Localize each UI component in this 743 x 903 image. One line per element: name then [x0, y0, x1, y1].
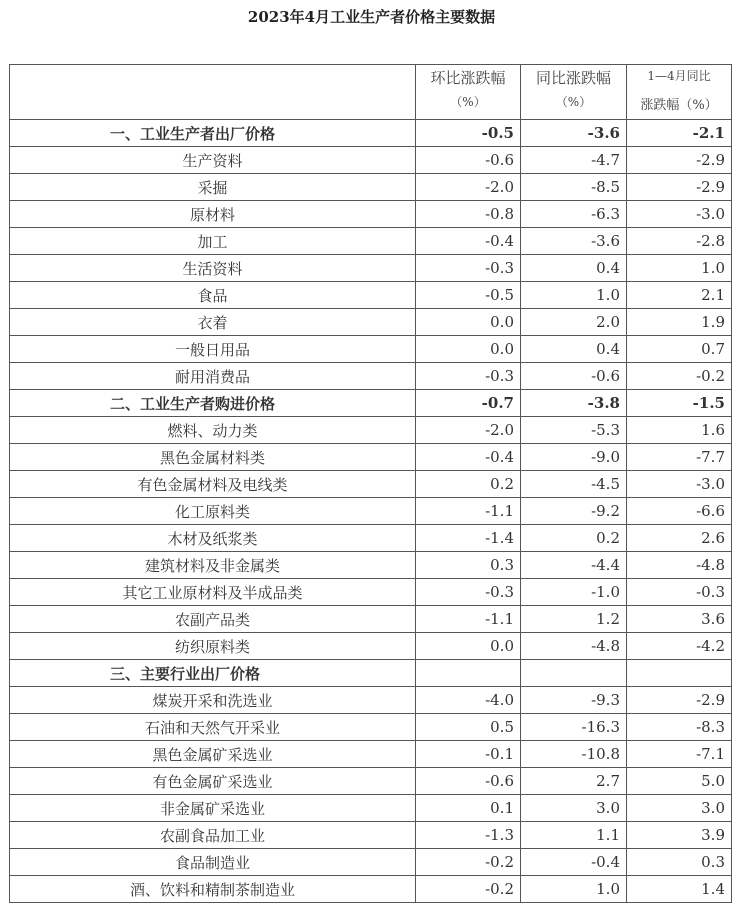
- table-row: [10, 552, 732, 579]
- cell-yoy: -0.6: [521, 363, 627, 390]
- cell-mom: 0.2: [416, 471, 521, 498]
- cell-ytd: -4.8: [627, 552, 732, 579]
- cell-ytd: -8.3: [627, 714, 732, 741]
- cell-yoy: -3.8: [521, 390, 627, 417]
- row-label: 燃料、动力类: [10, 417, 416, 444]
- section-row: [10, 120, 732, 147]
- header-mom-line2: （%）: [450, 95, 486, 109]
- cell-mom: -1.1: [416, 606, 521, 633]
- row-label: 耐用消费品: [10, 363, 416, 390]
- row-label: 农副食品加工业: [10, 822, 416, 849]
- cell-yoy: -5.3: [521, 417, 627, 444]
- cell-mom: 0.0: [416, 633, 521, 660]
- ppi-table: [9, 64, 732, 903]
- cell-mom: -0.5: [416, 282, 521, 309]
- cell-yoy: 0.2: [521, 525, 627, 552]
- table-row: [10, 606, 732, 633]
- cell-yoy: -9.2: [521, 498, 627, 525]
- cell-yoy: -8.5: [521, 174, 627, 201]
- cell-ytd: -2.1: [627, 120, 732, 147]
- table-row: [10, 876, 732, 903]
- table-row: [10, 174, 732, 201]
- cell-mom: -0.4: [416, 228, 521, 255]
- row-label: 其它工业原材料及半成品类: [10, 579, 416, 606]
- cell-mom: -0.5: [416, 120, 521, 147]
- cell-yoy: 2.7: [521, 768, 627, 795]
- cell-mom: -0.2: [416, 876, 521, 903]
- cell-mom: -0.7: [416, 390, 521, 417]
- row-label: 生活资料: [10, 255, 416, 282]
- table-row: [10, 336, 732, 363]
- header-row: [10, 65, 732, 120]
- cell-ytd: -3.0: [627, 201, 732, 228]
- row-label: 食品: [10, 282, 416, 309]
- cell-yoy: -4.7: [521, 147, 627, 174]
- table-row: [10, 282, 732, 309]
- header-yoy: [521, 65, 627, 120]
- cell-ytd: 1.9: [627, 309, 732, 336]
- cell-yoy: 2.0: [521, 309, 627, 336]
- cell-yoy: 1.0: [521, 282, 627, 309]
- cell-yoy: -4.4: [521, 552, 627, 579]
- cell-mom: 0.0: [416, 336, 521, 363]
- header-item: [10, 65, 416, 120]
- table-row: [10, 579, 732, 606]
- table-row: [10, 687, 732, 714]
- row-label: 农副产品类: [10, 606, 416, 633]
- cell-yoy: 0.4: [521, 255, 627, 282]
- cell-ytd: -2.8: [627, 228, 732, 255]
- cell-mom: 0.0: [416, 309, 521, 336]
- table-row: [10, 444, 732, 471]
- table-row: [10, 471, 732, 498]
- cell-mom: -0.8: [416, 201, 521, 228]
- cell-mom: -2.0: [416, 417, 521, 444]
- row-label: 黑色金属材料类: [10, 444, 416, 471]
- row-label: 加工: [10, 228, 416, 255]
- row-label: 有色金属材料及电线类: [10, 471, 416, 498]
- table-row: [10, 525, 732, 552]
- header-ytd: [627, 65, 732, 120]
- cell-mom: -0.6: [416, 147, 521, 174]
- cell-ytd: 0.3: [627, 849, 732, 876]
- row-label: 石油和天然气开采业: [10, 714, 416, 741]
- table-row: [10, 363, 732, 390]
- table-row: [10, 714, 732, 741]
- table-row: [10, 498, 732, 525]
- cell-ytd: -7.7: [627, 444, 732, 471]
- cell-yoy: -6.3: [521, 201, 627, 228]
- cell-mom: 0.1: [416, 795, 521, 822]
- cell-ytd: -6.6: [627, 498, 732, 525]
- cell-mom: -0.3: [416, 255, 521, 282]
- cell-ytd: -3.0: [627, 471, 732, 498]
- row-label: 原材料: [10, 201, 416, 228]
- cell-mom: -0.4: [416, 444, 521, 471]
- cell-ytd: 1.4: [627, 876, 732, 903]
- cell-yoy: 0.4: [521, 336, 627, 363]
- cell-mom: -0.1: [416, 741, 521, 768]
- cell-ytd: 1.0: [627, 255, 732, 282]
- cell-yoy: -0.4: [521, 849, 627, 876]
- row-label: 一、工业生产者出厂价格: [10, 120, 416, 147]
- row-label: 非金属矿采选业: [10, 795, 416, 822]
- cell-yoy: 1.0: [521, 876, 627, 903]
- header-yoy-line1: 同比涨跌幅: [535, 69, 611, 87]
- cell-ytd: 3.6: [627, 606, 732, 633]
- cell-ytd: -7.1: [627, 741, 732, 768]
- table-row: [10, 849, 732, 876]
- row-label: 三、主要行业出厂价格: [10, 660, 416, 687]
- header-ytd-line1: 1—4月同比: [647, 69, 711, 83]
- header-mom-line1: 环比涨跌幅: [430, 69, 506, 87]
- table-row: [10, 633, 732, 660]
- row-label: 黑色金属矿采选业: [10, 741, 416, 768]
- cell-mom: -0.3: [416, 579, 521, 606]
- cell-ytd: 3.0: [627, 795, 732, 822]
- cell-yoy: -4.5: [521, 471, 627, 498]
- cell-ytd: 0.7: [627, 336, 732, 363]
- cell-ytd: -2.9: [627, 687, 732, 714]
- cell-ytd: 2.1: [627, 282, 732, 309]
- section-row: [10, 660, 732, 687]
- row-label: 建筑材料及非金属类: [10, 552, 416, 579]
- row-label: 木材及纸浆类: [10, 525, 416, 552]
- header-yoy-line2: （%）: [555, 95, 592, 109]
- cell-mom: -1.1: [416, 498, 521, 525]
- cell-yoy: -16.3: [521, 714, 627, 741]
- table-row: [10, 741, 732, 768]
- row-label: 采掘: [10, 174, 416, 201]
- header-ytd-line2: 涨跌幅（%）: [640, 98, 718, 113]
- table-row: [10, 255, 732, 282]
- cell-mom: -4.0: [416, 687, 521, 714]
- cell-mom: -0.3: [416, 363, 521, 390]
- page-title: 2023年4月工业生产者价格主要数据: [247, 8, 496, 26]
- table-row: [10, 309, 732, 336]
- cell-yoy: -10.8: [521, 741, 627, 768]
- cell-yoy: 1.2: [521, 606, 627, 633]
- cell-mom: 0.3: [416, 552, 521, 579]
- cell-yoy: -3.6: [521, 120, 627, 147]
- cell-yoy: 3.0: [521, 795, 627, 822]
- cell-ytd: [627, 660, 732, 687]
- row-label: 二、工业生产者购进价格: [10, 390, 416, 417]
- cell-mom: 0.5: [416, 714, 521, 741]
- header-mom: [416, 65, 521, 120]
- cell-ytd: -2.9: [627, 174, 732, 201]
- row-label: 煤炭开采和洗选业: [10, 687, 416, 714]
- table-row: [10, 768, 732, 795]
- cell-mom: -0.6: [416, 768, 521, 795]
- cell-yoy: -4.8: [521, 633, 627, 660]
- cell-ytd: -0.3: [627, 579, 732, 606]
- section-row: [10, 390, 732, 417]
- cell-ytd: -2.9: [627, 147, 732, 174]
- row-label: 衣着: [10, 309, 416, 336]
- cell-ytd: -1.5: [627, 390, 732, 417]
- table-row: [10, 228, 732, 255]
- cell-ytd: -4.2: [627, 633, 732, 660]
- cell-ytd: 3.9: [627, 822, 732, 849]
- table-row: [10, 795, 732, 822]
- cell-yoy: -9.3: [521, 687, 627, 714]
- cell-yoy: -3.6: [521, 228, 627, 255]
- cell-ytd: 5.0: [627, 768, 732, 795]
- table-row: [10, 147, 732, 174]
- row-label: 一般日用品: [10, 336, 416, 363]
- cell-mom: [416, 660, 521, 687]
- table-row: [10, 201, 732, 228]
- cell-yoy: [521, 660, 627, 687]
- row-label: 纺织原料类: [10, 633, 416, 660]
- cell-ytd: -0.2: [627, 363, 732, 390]
- row-label: 食品制造业: [10, 849, 416, 876]
- cell-yoy: -1.0: [521, 579, 627, 606]
- cell-yoy: -9.0: [521, 444, 627, 471]
- cell-ytd: 2.6: [627, 525, 732, 552]
- cell-mom: -1.4: [416, 525, 521, 552]
- row-label: 化工原料类: [10, 498, 416, 525]
- row-label: 有色金属矿采选业: [10, 768, 416, 795]
- cell-mom: -1.3: [416, 822, 521, 849]
- table-row: [10, 822, 732, 849]
- cell-mom: -2.0: [416, 174, 521, 201]
- cell-mom: -0.2: [416, 849, 521, 876]
- table-row: [10, 417, 732, 444]
- cell-ytd: 1.6: [627, 417, 732, 444]
- cell-yoy: 1.1: [521, 822, 627, 849]
- row-label: 酒、饮料和精制茶制造业: [10, 876, 416, 903]
- row-label: 生产资料: [10, 147, 416, 174]
